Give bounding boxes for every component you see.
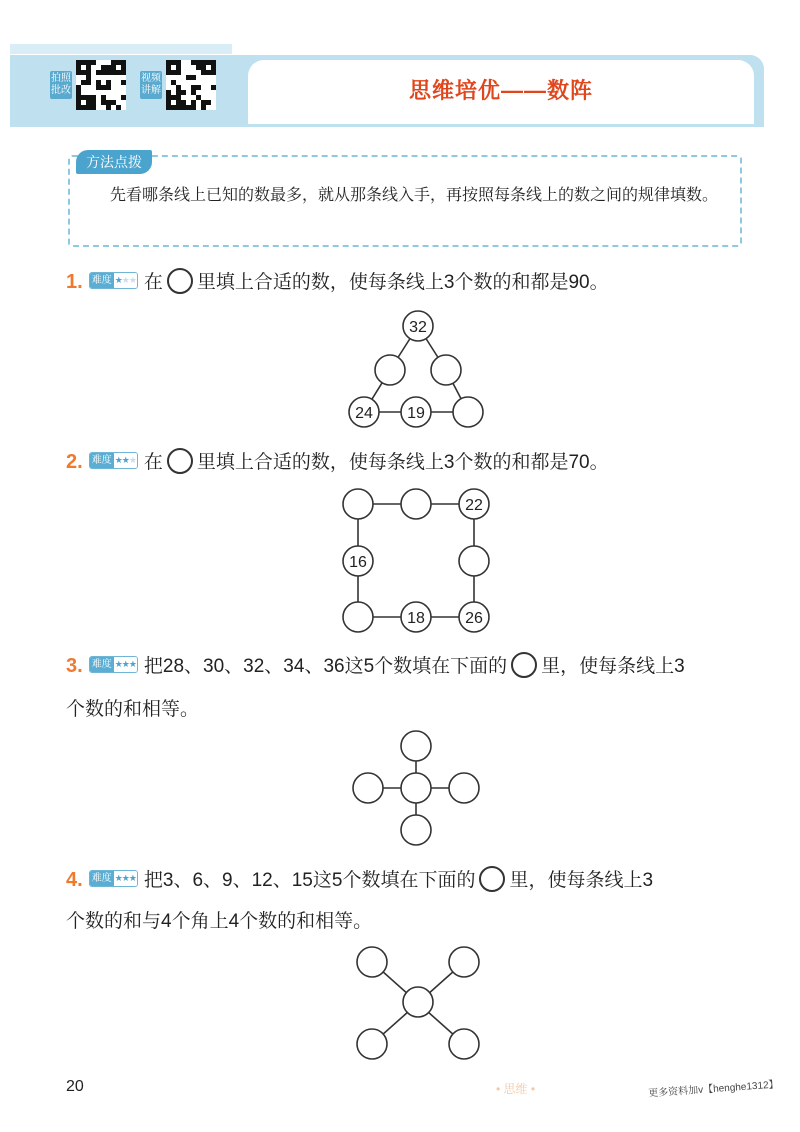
question-2: 2. 难度 ★★★ 在 里填上合适的数，使每条线上3个数的和都是70。 xyxy=(66,444,609,481)
circle-right-mid xyxy=(431,355,461,385)
method-tag: 方法点拨 xyxy=(76,150,152,174)
page-title: 思维培优——数阵 xyxy=(408,78,593,103)
qr-photo-label: 拍 照 批 改 xyxy=(50,71,72,99)
question-number: 4. xyxy=(66,869,83,891)
question-1: 1. 难度 ★★★ 在 里填上合适的数，使每条线上3个数的和都是90。 xyxy=(66,264,609,301)
circle-top-right xyxy=(449,947,479,977)
circle-bottom-left xyxy=(357,1029,387,1059)
given-number: 24 xyxy=(355,405,373,422)
given-number: 19 xyxy=(407,405,425,422)
circle-right xyxy=(449,773,479,803)
given-number: 32 xyxy=(409,319,427,336)
circle-left-mid xyxy=(375,355,405,385)
question-number: 3. xyxy=(66,655,83,677)
circle-top-mid xyxy=(401,489,431,519)
difficulty-badge: 难度 ★★★ xyxy=(89,272,138,289)
difficulty-badge: 难度 ★★★ xyxy=(89,452,138,469)
star-icon: ★★★ xyxy=(114,871,137,886)
question-4-line2: 个数的和与4个角上4个数的和相等。 xyxy=(66,911,373,932)
given-number: 26 xyxy=(465,610,483,627)
question-4: 4. 难度 ★★★ 把3、6、9、12、15这5个数填在下面的 里，使每条线上3 xyxy=(66,862,766,899)
question-3: 3. 难度 ★★★ 把28、30、32、34、36这5个数填在下面的 里，使每条线上3 xyxy=(66,648,766,685)
circle-left xyxy=(353,773,383,803)
qr-video-label: 视 频 讲 解 xyxy=(140,71,162,99)
question-number: 1. xyxy=(66,271,83,293)
circle-top xyxy=(401,731,431,761)
circle-bottom-left xyxy=(343,602,373,632)
method-text: 先看哪条线上已知的数最多，就从那条线入手，再按照每条线上的数之间的规律填数。 xyxy=(110,185,719,204)
given-number: 22 xyxy=(465,497,483,514)
question-number: 2. xyxy=(66,451,83,473)
circle-mid-right xyxy=(459,546,489,576)
difficulty-badge: 难度 ★★★ xyxy=(89,870,138,887)
star-icon: ★★★ xyxy=(114,453,137,468)
difficulty-badge: 难度 ★★★ xyxy=(89,656,138,673)
star-icon: ★★★ xyxy=(114,273,137,288)
circle-top-left xyxy=(357,947,387,977)
circle-top-left xyxy=(343,489,373,519)
circle-center xyxy=(403,987,433,1017)
question-3-line2: 个数的和相等。 xyxy=(66,699,200,720)
given-number: 18 xyxy=(407,610,425,627)
circle-bottom-right xyxy=(449,1029,479,1059)
page-number: 20 xyxy=(66,1078,84,1095)
circle-bottom xyxy=(401,815,431,845)
watermark: 更多资料加v【henghe1312】 xyxy=(647,1079,779,1100)
given-number: 16 xyxy=(349,554,367,571)
square-diagram xyxy=(358,504,474,617)
footer-decoration: • 思维 • xyxy=(496,1082,536,1096)
circle-center xyxy=(401,773,431,803)
circle-bottom-right xyxy=(453,397,483,427)
star-icon: ★★★ xyxy=(114,657,137,672)
